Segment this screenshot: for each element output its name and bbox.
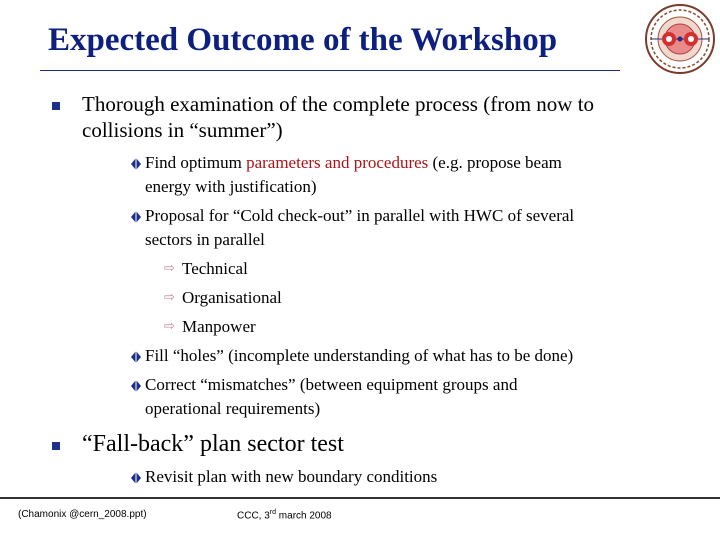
highlight-parameters: parameters and procedures [246, 153, 429, 172]
sub-bullet-fill-holes-line-1: Fill “holes” (incomplete understanding of what has to be done) [145, 346, 574, 365]
sub-bullet-mismatches-line-2: operational requirements) [145, 399, 321, 418]
sub-bullet-optimum-text-a: Find optimum [145, 153, 247, 172]
diamond-bullet-icon [130, 158, 142, 170]
title-rule [40, 70, 620, 71]
footer-left: (Chamonix @cern_2008.ppt) [18, 509, 147, 520]
sub-bullet-mismatches-line-1: Correct “mismatches” (between equipment groups and [145, 375, 518, 394]
slide-title: Expected Outcome of the Workshop [48, 22, 558, 58]
footer-rule [0, 497, 720, 499]
square-bullet-icon [52, 102, 60, 110]
main-bullet-2-line-1: “Fall-back” plan sector test [82, 431, 344, 457]
arrow-right-icon: ⇨ [164, 290, 175, 305]
sub-bullet-revisit-line-1: Revisit plan with new boundary conditions [145, 467, 438, 486]
main-bullet-1-line-1: Thorough examination of the complete process (from now to [82, 92, 595, 116]
diamond-bullet-icon [130, 211, 142, 223]
diamond-bullet-icon [130, 351, 142, 363]
arrow-right-icon: ⇨ [164, 261, 175, 276]
diamond-bullet-icon [130, 472, 142, 484]
sub-bullet-optimum-text-b: (e.g. propose beam [428, 153, 562, 172]
diamond-bullet-icon [130, 380, 142, 392]
square-bullet-icon [52, 442, 60, 450]
footer-right: CCC, 3rd march 2008 [237, 509, 332, 522]
cern-logo-icon [643, 2, 717, 76]
main-bullet-1-line-2: collisions in “summer”) [82, 118, 283, 142]
sub-bullet-cold-checkout-line-1: Proposal for “Cold check-out” in parallel with HWC of several [145, 206, 575, 225]
sub-bullet-cold-checkout-line-2: sectors in parallel [145, 230, 265, 249]
sub-bullet-optimum-line-2: energy with justification) [145, 177, 317, 196]
arrow-right-icon: ⇨ [164, 319, 175, 334]
